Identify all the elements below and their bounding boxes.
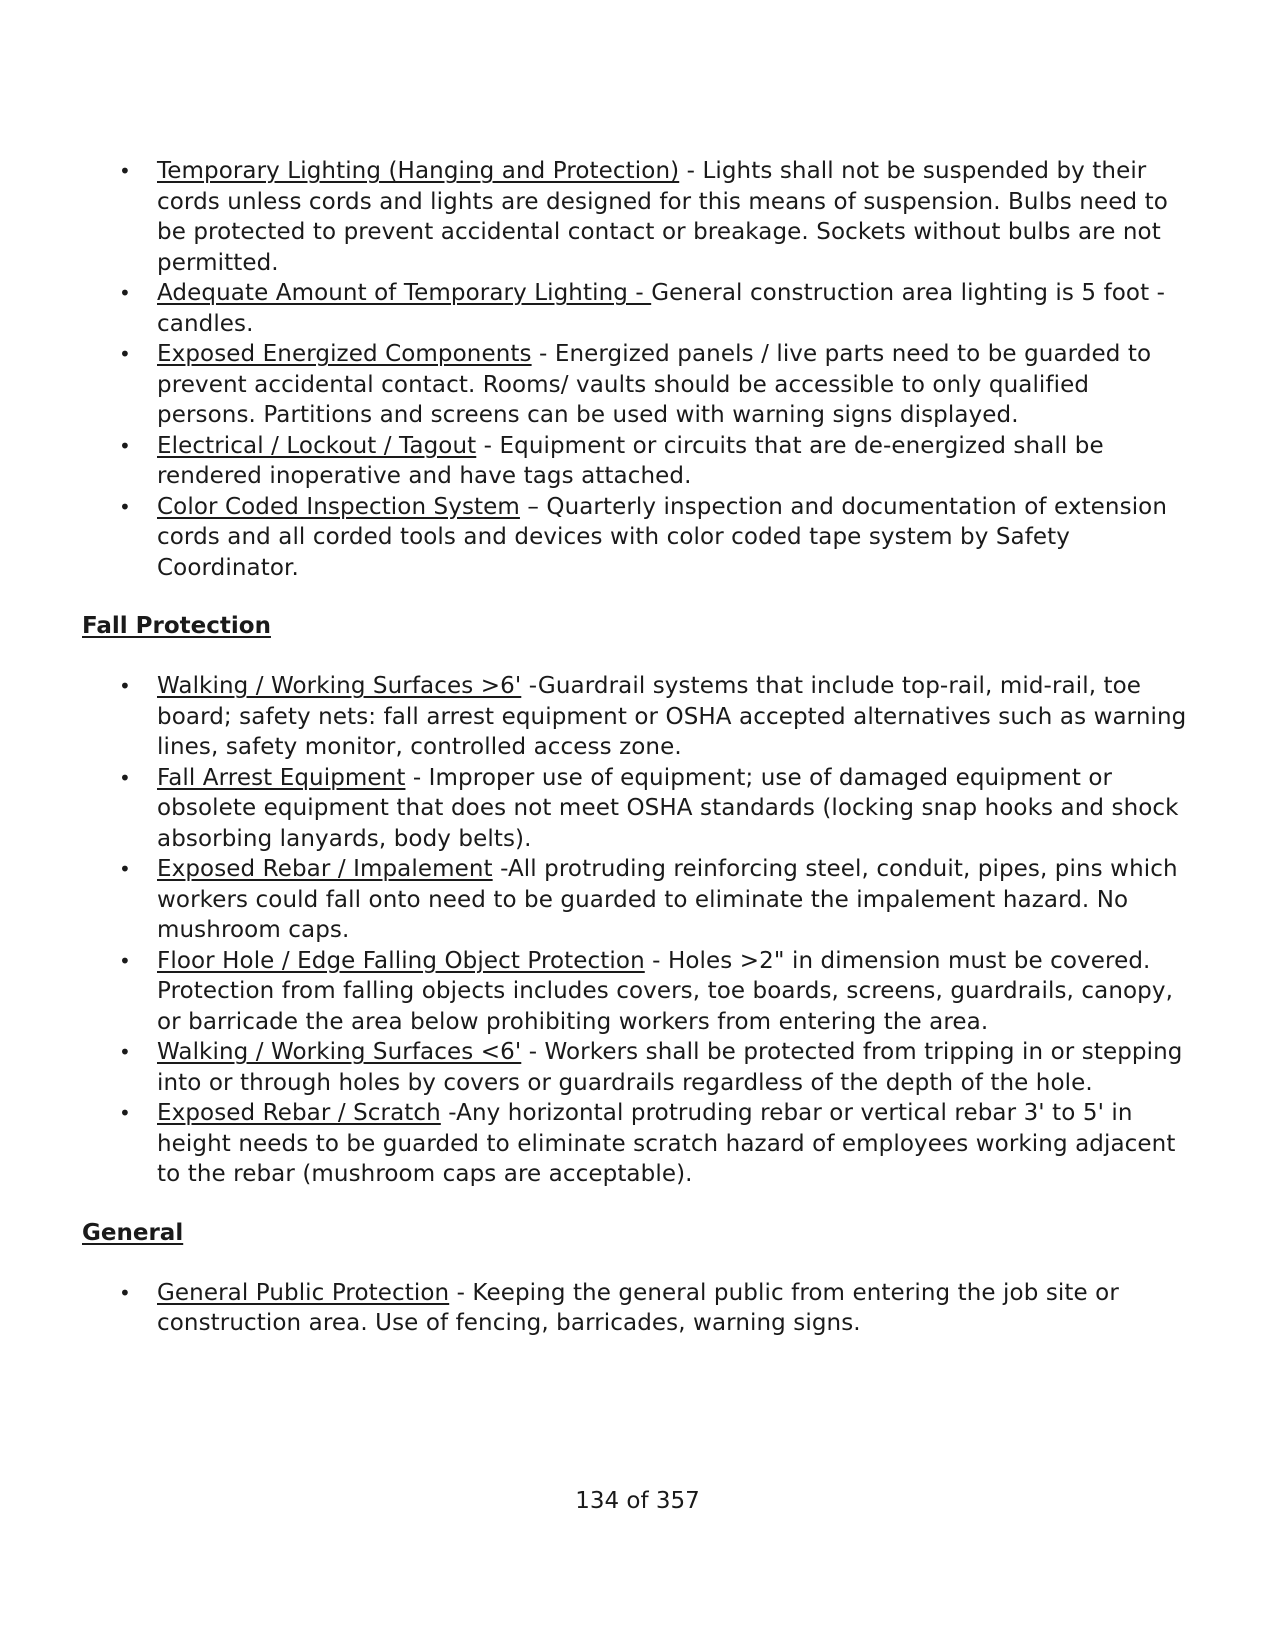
- bullet-icon: •: [119, 342, 131, 366]
- item-text: - Holes >2" in dimension must be covered. Protection from falling objects includes covers, toe boards, screens, guardrails, canopy, or barricade the area below prohibiting workers from entering the area.: [157, 947, 1173, 1035]
- item-topic: Temporary Lighting (Hanging and Protection): [157, 158, 680, 184]
- section-heading-general: General: [82, 1219, 184, 1246]
- page-content: [82, 156, 1194, 1339]
- list-item: [119, 278, 1194, 339]
- item-text: General construction area lighting is 5 foot -candles.: [157, 280, 1166, 337]
- bullet-icon: •: [119, 1040, 131, 1064]
- item-topic: Electrical / Lockout / Tagout: [157, 432, 477, 459]
- list-item: [119, 854, 1194, 946]
- item-text: - Equipment or circuits that are de-energized shall be rendered inoperative and have tags attached.: [157, 432, 1104, 489]
- list-item: [119, 671, 1194, 763]
- fall-protection-list: [82, 671, 1194, 1190]
- item-topic: Exposed Energized Components: [157, 341, 532, 367]
- list-item: [119, 1098, 1194, 1190]
- list-item: [119, 431, 1194, 492]
- item-text: - Improper use of equipment; use of damaged equipment or obsolete equipment that does not meet OSHA standards (locking snap hooks and shock absorbing lanyards, body belts).: [157, 764, 1179, 852]
- item-topic: Exposed Rebar / Impalement: [157, 856, 493, 882]
- list-item: [119, 1278, 1194, 1339]
- bullet-icon: •: [119, 1280, 131, 1305]
- list-item: [119, 946, 1194, 1038]
- page-number: 134 of 357: [575, 1488, 700, 1514]
- bullet-icon: •: [119, 948, 131, 973]
- list-item: [119, 492, 1194, 584]
- bullet-icon: •: [119, 857, 131, 881]
- item-topic: Floor Hole / Edge Falling Object Protection: [157, 947, 645, 974]
- item-text: -Guardrail systems that include top-rail, mid-rail, toe board; safety nets: fall arrest equipment or OSHA accepted alternatives such as warning lines, safety monitor, controlled access zone.: [157, 673, 1187, 760]
- item-text: - Workers shall be protected from tripping in or stepping into or through holes by covers or guardrails regardless of the depth of the hole.: [157, 1039, 1183, 1096]
- list-item: [119, 763, 1194, 855]
- item-topic: General Public Protection: [157, 1279, 450, 1306]
- item-text: - Keeping the general public from entering the job site or construction area. Use of fencing, barricades, warning signs.: [157, 1279, 1119, 1336]
- item-topic: Exposed Rebar / Scratch: [157, 1100, 441, 1126]
- bullet-icon: •: [119, 281, 131, 305]
- item-topic: Fall Arrest Equipment: [157, 764, 406, 791]
- bullet-icon: •: [119, 159, 131, 183]
- item-text: -All protruding reinforcing steel, conduit, pipes, pins which workers could fall onto need to be guarded to eliminate the impalement hazard. No mushroom caps.: [157, 856, 1178, 943]
- item-topic: Color Coded Inspection System: [157, 493, 520, 520]
- bullet-icon: •: [119, 674, 131, 698]
- item-topic: Adequate Amount of Temporary Lighting -: [157, 280, 652, 306]
- item-text: - Energized panels / live parts need to be guarded to prevent accidental contact. Rooms/ vaults should be accessible to only qualified persons. Partitions and screens can be used with warning signs displayed.: [157, 341, 1152, 428]
- bullet-icon: •: [119, 433, 131, 458]
- bullet-icon: •: [119, 1101, 131, 1125]
- bullet-icon: •: [119, 765, 131, 790]
- item-topic: Walking / Working Surfaces >6': [157, 673, 522, 699]
- section-heading-fall-protection: Fall Protection: [82, 613, 271, 639]
- general-list: [82, 1278, 1194, 1339]
- item-text: -Any horizontal protruding rebar or vertical rebar 3' to 5' in height needs to be guarded to eliminate scratch hazard of employees working adjacent to the rebar (mushroom caps are acceptable).: [157, 1100, 1176, 1187]
- bullet-icon: •: [119, 494, 131, 519]
- item-topic: Walking / Working Surfaces <6': [157, 1039, 522, 1065]
- item-text: - Lights shall not be suspended by their cords unless cords and lights are designed for this means of suspension. Bulbs need to be protected to prevent accidental contact or breakage. Sockets without bulbs are not permitted.: [157, 158, 1168, 276]
- item-text: – Quarterly inspection and documentation of extension cords and all corded tools and devices with color coded tape system by Safety Coordinator.: [157, 493, 1168, 581]
- list-item: [119, 1037, 1194, 1098]
- list-item: [119, 156, 1194, 278]
- list-item: [119, 339, 1194, 431]
- electrical-list: [82, 156, 1194, 583]
